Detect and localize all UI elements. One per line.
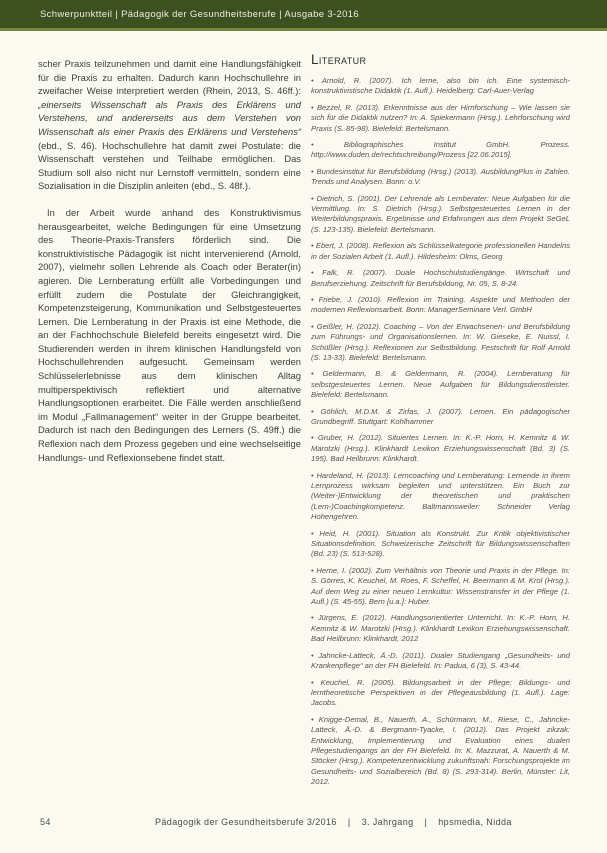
- literature-column: [311, 52, 570, 794]
- literature-entry: • Bibliographisches Institut GmbH. Prozess. http://www.duden.de/rechtschreibung/Prozess [22.06.2015].: [311, 140, 570, 161]
- literature-entry: • Geißler, H. (2012). Coaching – Von der Erwachsenen- und Berufsbildung zum Führungs- und Organisationslernen. In: W. Gieseke, E. Nuissl, I. Schüßler (Hrsg.). Reflexionen zur Selbstbildung. Festschrift für Rolf Arnold (S. 13-33). Bielefeld: Bertelsmann.: [311, 322, 570, 364]
- article-paragraph-1: [38, 57, 301, 193]
- literature-entry: • Geldermann, B. & Geldermann, R. (2004). Lernberatung für selbstgesteuertes Lernen. Neue Aufgaben für Bildungsdienstleister. Bielefeld: Bertelsmann.: [311, 369, 570, 400]
- paragraph-text: scher Praxis teilzunehmen und damit eine Handlungsfähigkeit für die Praxis zu erhalten. Dadurch kann Hochschullehre in zweifacher Weise interpretiert werden (Rhein, 2013, S. 46ff.):: [38, 58, 301, 97]
- literature-entry: • Göhlich, M.D.M. & Zirfas, J. (2007). Lernen. Ein pädagogischer Grundbegriff. Stuttgart: Kohlhammer: [311, 407, 570, 428]
- footer-volume: 3. Jahrgang: [361, 817, 414, 827]
- literature-entry: • Falk, R. (2007). Duale Hochschulstudiengänge. Wirtschaft und Berufserziehung. Zeitschrift für Berufsbildung, Nr. 05, S. 8-24.: [311, 268, 570, 289]
- page-number: 54: [40, 817, 51, 827]
- literature-entry: • Hardeland, H. (2013). Lerncoaching und Lernberatung: Lernende in ihrem Lernprozess wirksam begleiten und unterstützen. Ein Buch zur (Weiter-)Entwicklung der theoretischen und praktischen (Lern-)Coachingkompetenz. Baltmannsweiler: Schneider Verlag Hohengehren.: [311, 471, 570, 523]
- footer-journal-title: Pädagogik der Gesundheitsberufe 3/2016: [155, 817, 337, 827]
- literature-entry: • Jürgens, E. (2012). Handlungsorientierter Unterricht. In: K.-P. Horn, H. Kemnitz & W. Marotzki (Hrsg.). Klinkhardt Lexikon Erziehungswissenschaft. Bad Heilbrunn: Klinkhardt, 2012: [311, 613, 570, 644]
- literature-entry: • Knigge-Demal, B., Nauerth, A., Schürmann, M., Riese, C., Jahncke-Latteck, Ä.-D. & Bergmann-Tyacke, I. (2012). Das Projekt zikzak: Entwicklung, Implementierung und Evaluation eines dualen Pflegestudiengangs an der FH Bielefeld. In: K. Mazzurat, A. Nauerth & M. Stöcker (Hrsg.). Kompetenzentwicklung zukunftsnah: Forschungsprojekte im Gesundheits- und Sozialbereich (Bd. 8) (S. 293-314). Berlin, Münster: Lit, 2012.: [311, 715, 570, 788]
- literature-entry: • Gruber, H. (2012). Situiertes Lernen. In: K.-P. Horn, H. Kemnitz & W. Marotzki (Hrsg.). Klinkhardt Lexikon Erziehungswissenschaft (Bd. 3) (S. 195). Bad Heilbrunn: Klinkhardt.: [311, 433, 570, 464]
- footer-journal-line: [155, 817, 512, 827]
- literature-entry: • Ebert, J. (2008). Reflexion als Schlüsselkategorie professionellen Handelns in der Sozialen Arbeit (1. Aufl.). Hildesheim: Olms, Georg: [311, 241, 570, 262]
- literature-entry: • Arnold, R. (2007). Ich lerne, also bin ich. Eine systemisch-konstruktivistische Didaktik (1. Aufl.). Heidelberg: Carl-Auer-Verlag: [311, 76, 570, 97]
- page-header: [0, 0, 607, 31]
- footer-publisher: hpsmedia, Nidda: [438, 817, 512, 827]
- literature-entry: • Friebe, J. (2010). Reflexion im Training. Aspekte und Methoden der modernen Reflexionsarbeit. Bonn: ManagerSeminare Verl. GmbH: [311, 295, 570, 316]
- footer-separator: |: [347, 817, 351, 827]
- paragraph-text: (ebd., S. 46). Hochschullehre hat damit zwei Postulate: die Wissenschaft verstehen und Teilhabe ermöglichen. Das Studium soll also nicht nur Lernstoff vermitteln, sondern eine Sozialisation in die Disziplin anleiten (ebd., S. 48f.).: [38, 139, 301, 192]
- literature-entry: • Keuchel, R. (2005). Bildungsarbeit in der Pflege: Bildungs- und lerntheoretische Perspektiven in der Pflegeausbildung (1. Aufl.). Lage: Jacobs.: [311, 678, 570, 709]
- literature-entry: • Jahncke-Latteck, Ä.-D. (2011). Dualer Studiengang „Gesundheits- und Krankenpflege“ an der FH Bielefeld. In: Padua, 6 (3), S. 43-44.: [311, 651, 570, 672]
- literature-entry: • Heid, H. (2001). Situation als Konstrukt. Zur Kritik objektivistischer Situationsdefinition. Schweizerische Zeitschrift für Bildungswissenschaften (Bd. 23) (S. 513-528).: [311, 529, 570, 560]
- footer-separator: |: [424, 817, 428, 827]
- article-paragraph-2: In der Arbeit wurde anhand des Konstruktivismus herausgearbeitet, welche Bedingungen für eine Umsetzung des Theorie-Praxis-Transfers förderlich sind. Die konstruktivistische Pädagogik ist nicht intervenierend (Arnold, 2007), vielmehr sollen Lehrende als Coach oder Berater(in) agieren. Die Lernberatung erfüllt alle Vorbedingungen und erfüllt zudem die Postulate der Gleichrangigkeit, Kompetenzsteigerung, Kommunikation und Selbstgesteuertes Lernen. Die Lernberatung in der Praxis ist eine Methode, die an der Fachhochschule Bielefeld bereits eingesetzt wird. Die Studierenden werden in ihrem klinischen Handlungsfeld von Hochschullehrenden aufgesucht. Gemeinsam werden Schlüsselerlebnisse aus dem klinischen Alltag multiperspektivisch reflektiert und alternative Handlungsoptionen erarbeitet. Die Fälle werden anschließend im Modul „Fallmanagement“ weiter in der Gruppe bearbeitet. Dadurch ist nach den Bedingungen des Lerners (S. 49ff.) die Reflexion nach dem Prozess gegeben und eine wechselseitige Handlungs- und Reflexionsebene findet statt.: [38, 206, 301, 463]
- page-footer: [0, 814, 607, 834]
- literature-list: [311, 76, 570, 788]
- literature-heading: Literatur: [311, 52, 367, 67]
- literature-entry: • Dietrich, S. (2001). Der Lehrende als Lernberater: Neue Aufgaben für die Vermittlung. In: S. Dietrich (Hrsg.). Selbstgesteuertes Lernen in der Weiterbildungspraxis. Ergebnisse und Erfahrungen aus dem Projekt SeGeL (S. 123-135). Bielefeld: Bertelsmann.: [311, 194, 570, 236]
- article-column: [38, 57, 301, 464]
- literature-entry: • Bundesinstitut für Berufsbildung (Hrsg.) (2013). AusbildungPlus in Zahlen. Trends und Analysen. Bonn: o.V.: [311, 167, 570, 188]
- literature-entry: • Bezzel, R. (2013). Erkenntnisse aus der Hirnforschung – Wie lassen sie sich für die Didaktik nutzen? In: A. Spiekermann (Hrsg.). Lehrforschung wird Praxis (S. 85-98). Bielefeld: Bertelsmann.: [311, 103, 570, 134]
- quoted-citation: „einerseits Wissenschaft als Praxis des Erklärens und Verstehens, und andererseits aus dem Verstehen von Wissenschaft als einer Praxis des Erklärens und Verstehens“: [38, 98, 301, 137]
- literature-entry: • Herne, I. (2002). Zum Verhältnis von Theorie und Praxis in der Pflege. In: S. Görres, K. Keuchel, M. Roes, F. Scheffel, H. Beermann & M. Krol (Hrsg.). Auf dem Weg zu einer neuen Lernkultur: Wissenstransfer in der Pflege (1. Aufl.) (S. 45-55). Bern [u.a.]: Huber.: [311, 566, 570, 608]
- header-running-title: Schwerpunktteil | Pädagogik der Gesundheitsberufe | Ausgabe 3-2016: [40, 8, 360, 20]
